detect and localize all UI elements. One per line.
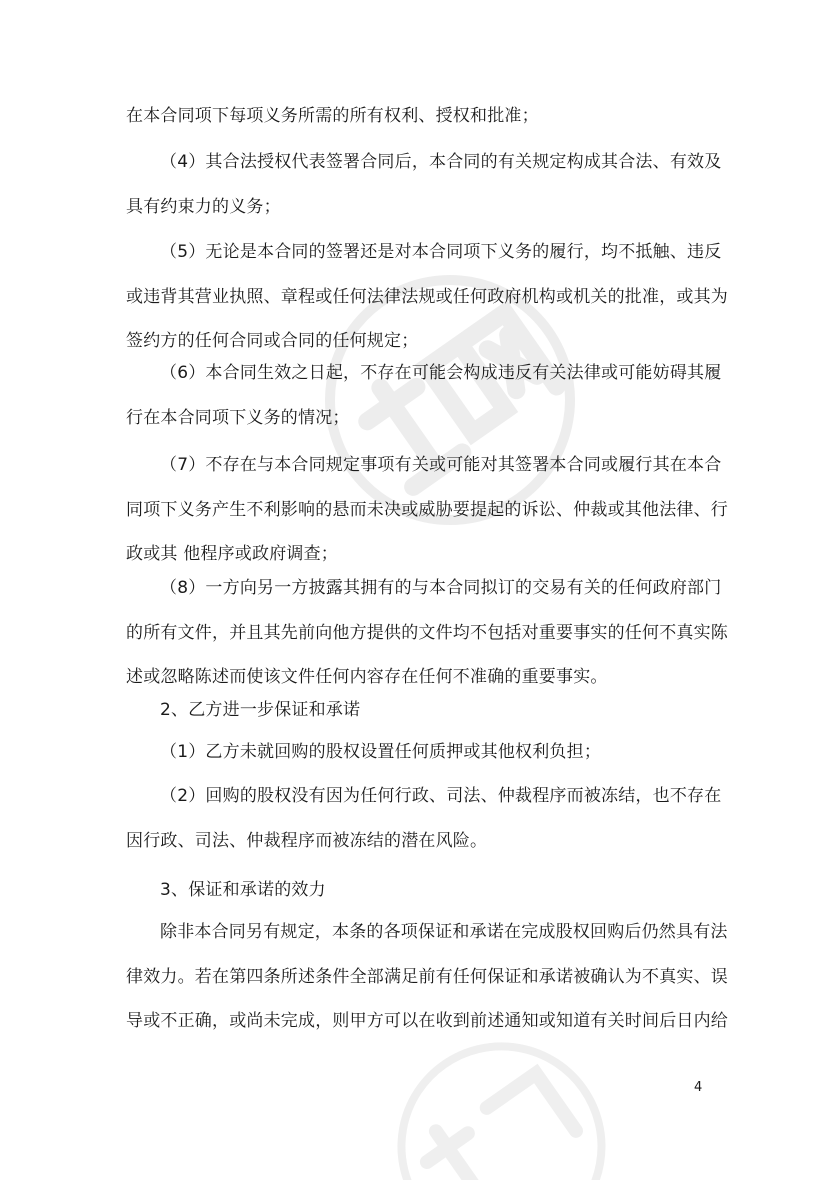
- watermark-logo-bottom: [360, 1040, 620, 1180]
- paragraph-line: 除非本合同另有规定，本条的各项保证和承诺在完成股权回购后仍然具有法: [160, 922, 728, 942]
- paragraph-line: （8）一方向另一方披露其拥有的与本合同拟订的交易有关的任何政府部门: [160, 578, 722, 598]
- paragraph-line: 或违背其营业执照、章程或任何法律法规或任何政府机构或机关的批准，或其为: [126, 286, 728, 307]
- page-number: 4: [694, 1080, 703, 1095]
- paragraph-line: 的所有文件，并且其先前向他方提供的文件均不包括对重要事实的任何不真实陈: [126, 622, 728, 643]
- paragraph-line: （1）乙方未就回购的股权设置任何质押或其他权利负担；: [160, 742, 602, 762]
- paragraph-line: （6）本合同生效之日起，不存在可能会构成违反有关法律或可能妨碍其履: [160, 363, 722, 383]
- paragraph-line: （2）回购的股权没有因为任何行政、司法、仲裁程序而被冻结，也不存在: [160, 786, 722, 806]
- paragraph-line: 导或不正确，或尚未完成，则甲方可以在收到前述通知或知道有关时间后日内给: [126, 1011, 728, 1031]
- paragraph-line: 行在本合同项下义务的情况；: [126, 407, 350, 428]
- paragraph-line: 同项下义务产生不利影响的悬而未决或威胁要提起的诉讼、仲裁或其他法律、行: [126, 499, 728, 520]
- paragraph-line: 因行政、司法、仲裁程序而被冻结的潜在风险。: [126, 830, 488, 851]
- paragraph-line: 2、乙方进一步保证和承诺: [160, 700, 361, 720]
- paragraph-line: 政或其 他程序或政府调查；: [126, 544, 339, 564]
- paragraph-line: （5）无论是本合同的签署还是对本合同项下义务的履行，均不抵触、违反: [160, 242, 722, 262]
- paragraph-line: 签约方的任何合同或合同的任何规定；: [126, 331, 419, 351]
- paragraph-line: 3、保证和承诺的效力: [160, 880, 326, 900]
- paragraph-line: 律效力。若在第四条所述条件全部满足前有任何保证和承诺被确认为不真实、误: [126, 966, 728, 987]
- paragraph-line: 具有约束力的义务；: [126, 196, 281, 217]
- paragraph-line: （4）其合法授权代表签署合同后，本合同的有关规定构成其合法、有效及: [160, 152, 722, 172]
- paragraph-line: 在本合同项下每项义务所需的所有权利、授权和批准；: [126, 106, 539, 126]
- paragraph-line: 述或忽略陈述而使该文件任何内容存在任何不准确的重要事实。: [126, 667, 608, 687]
- paragraph-line: （7）不存在与本合同规定事项有关或可能对其签署本合同或履行其在本合: [160, 455, 722, 475]
